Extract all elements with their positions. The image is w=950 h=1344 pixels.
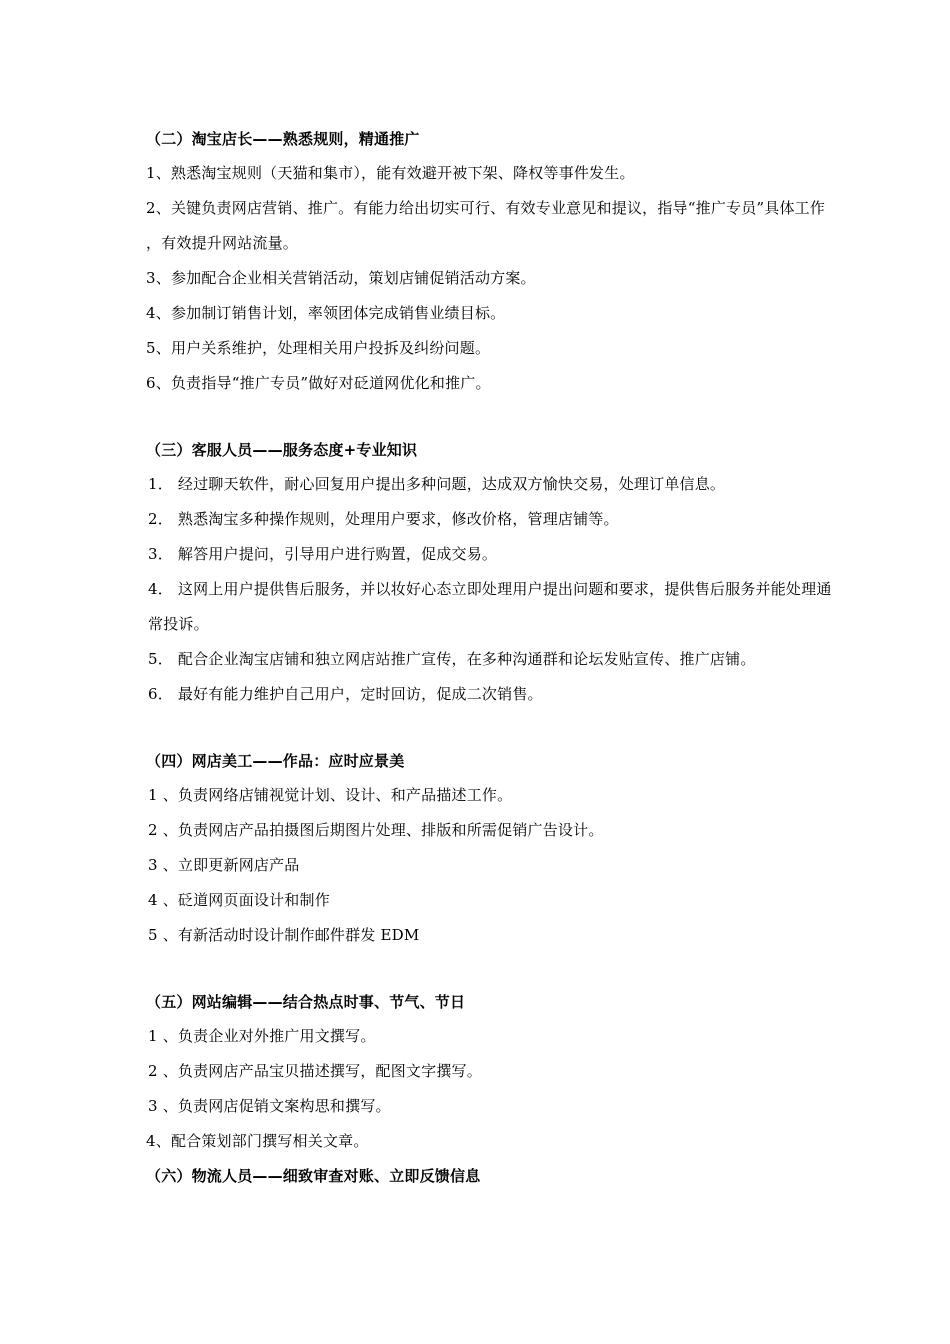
section-heading: （四）网店美工——作品：应时应景美 <box>146 752 405 770</box>
list-item: 1 、负责企业对外推广用文撰写。 <box>148 1027 376 1045</box>
list-item: 6、负责指导“推广专员”做好对砭道网优化和推广。 <box>146 374 491 392</box>
list-item: 5 、有新活动时设计制作邮件群发 EDM <box>148 926 420 944</box>
list-item: 3 、负责网店促销文案构思和撰写。 <box>148 1097 391 1115</box>
list-item: 5、用户关系维护，处理相关用户投拆及纠纷问题。 <box>146 339 491 357</box>
list-item: 3． 解答用户提问，引导用户进行购置，促成交易。 <box>148 545 498 563</box>
list-item: 4 、砭道网页面设计和制作 <box>148 891 330 909</box>
section-heading: （三）客服人员——服务态度+专业知识 <box>146 441 418 459</box>
list-item: 4、配合策划部门撰写相关文章。 <box>146 1132 369 1150</box>
list-item: 6． 最好有能力维护自己用户，定时回访，促成二次销售。 <box>148 685 543 703</box>
list-item: 2 、负责网店产品拍摄图后期图片处理、排版和所需促销广告设计。 <box>148 821 604 839</box>
list-item: 2 、负责网店产品宝贝描述撰写，配图文字撰写。 <box>148 1062 482 1080</box>
list-item: 1、熟悉淘宝规则（天猫和集市），能有效避开被下架、降权等事件发生。 <box>146 164 635 182</box>
section-logistics <box>146 1159 836 1193</box>
section-heading: （二）淘宝店长——熟悉规则，精通推广 <box>146 130 420 148</box>
list-item: 1 、负责网络店铺视觉计划、设计、和产品描述工作。 <box>148 786 513 804</box>
section-heading: （五）网站编辑——结合热点时事、节气、节日 <box>146 993 466 1011</box>
section-customer-service <box>146 433 836 712</box>
list-item: 5． 配合企业淘宝店铺和独立网店站推广宣传，在多种沟通群和论坛发贴宣传、推广店铺。 <box>148 650 756 668</box>
document-body <box>146 122 836 1193</box>
list-item: 3、参加配合企业相关营销活动，策划店铺促销活动方案。 <box>146 269 536 287</box>
list-item: 1． 经过聊天软件，耐心回复用户提出多种问题，达成双方愉快交易，处理订单信息。 <box>148 475 726 493</box>
section-heading: （六）物流人员——细致审查对账、立即反馈信息 <box>146 1167 481 1185</box>
section-store-manager <box>146 122 836 401</box>
list-item: 4． 这网上用户提供售后服务，并以妆好心态立即处理用户提出问题和要求，提供售后服务并能处理通常投诉。 <box>148 580 832 633</box>
section-web-editor <box>146 985 836 1159</box>
list-item: 4、参加制订销售计划，率领团体完成销售业绩目标。 <box>146 304 506 322</box>
list-item: 3 、立即更新网店产品 <box>148 856 300 874</box>
section-store-designer <box>146 744 836 953</box>
list-item: 2． 熟悉淘宝多种操作规则，处理用户要求，修改价格，管理店铺等。 <box>148 510 619 528</box>
list-item: 2、关键负责网店营销、推广。有能力给出切实可行、有效专业意见和提议，指导“推广专员”具体工作，有效提升网站流量。 <box>146 199 826 252</box>
